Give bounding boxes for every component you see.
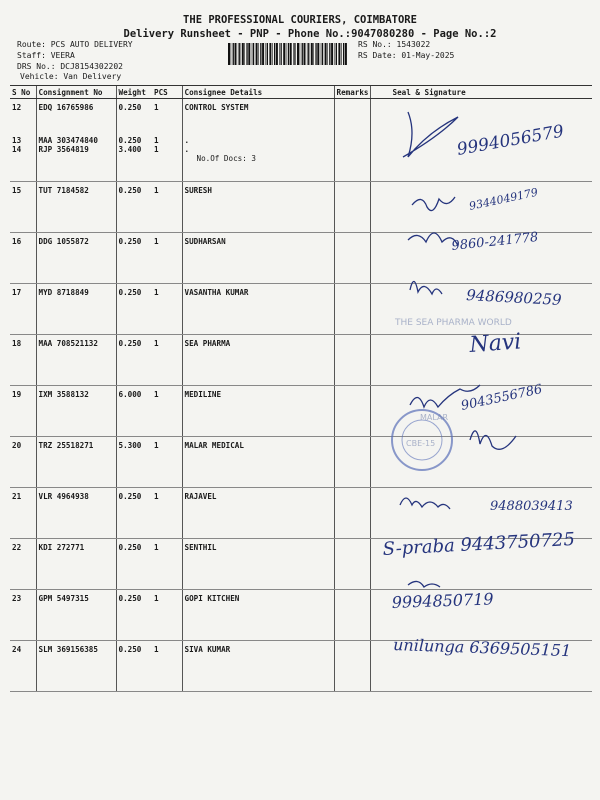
drs-number: DRS No.: DCJ8154302202 bbox=[17, 62, 123, 71]
cell-consignee-value: . bbox=[184, 136, 190, 145]
docs-note: No.Of Docs: 3 bbox=[196, 154, 256, 163]
cell-consignee-value: MEDILINE bbox=[184, 390, 222, 399]
signature-text: 9486980259 bbox=[465, 286, 563, 309]
cell-weight-value: 0.250 bbox=[118, 237, 142, 246]
col-signature: Seal & Signature bbox=[370, 86, 592, 99]
signature-scribble bbox=[412, 197, 455, 211]
signature-scribble bbox=[400, 498, 450, 509]
signature-text: Navi bbox=[468, 329, 523, 358]
cell-pcs-value: 1 bbox=[154, 492, 159, 501]
cell-consignment-value: EDQ 16765986 bbox=[38, 103, 94, 112]
cell-sno-value: 14 bbox=[12, 145, 22, 154]
cell-consignment-value: TUT 7184582 bbox=[38, 186, 89, 195]
staff-label: Staff: VEERA bbox=[17, 51, 75, 60]
col-consignment: Consignment No bbox=[36, 86, 116, 99]
cell-consignee-value: SUDHARSAN bbox=[184, 237, 226, 246]
cell-weight-value: 0.250 bbox=[118, 594, 142, 603]
signature-scribble bbox=[410, 281, 442, 294]
cell-sno-value: 18 bbox=[12, 339, 22, 348]
cell-consignment-value: IXM 3588132 bbox=[38, 390, 89, 399]
cell-pcs-value: 1 bbox=[154, 390, 159, 399]
runsheet-title: Delivery Runsheet - PNP - Phone No.:9047080280 - Page No.:2 bbox=[123, 28, 497, 40]
cell-consignment-value: KDI 272771 bbox=[38, 543, 85, 552]
cell-consignee-value: GOPI KITCHEN bbox=[184, 594, 240, 603]
signature-text: 9860-241778 bbox=[450, 229, 540, 254]
signature-scribble bbox=[408, 581, 440, 587]
cell-consignee-value: SIVA KUMAR bbox=[184, 645, 231, 654]
cell-weight-value: 5.300 bbox=[118, 441, 142, 450]
rs-date: RS Date: 01-May-2025 bbox=[358, 51, 455, 60]
signature-text: 9994850719 bbox=[391, 589, 494, 612]
cell-sno-value: 12 bbox=[12, 103, 22, 112]
cell-weight-value: 0.250 bbox=[118, 645, 142, 654]
stamp-label: MALAR bbox=[420, 413, 449, 422]
signature-text: 9488039413 bbox=[490, 499, 573, 514]
cell-sno-value: 17 bbox=[12, 288, 22, 297]
cell-sno-value: 15 bbox=[12, 186, 22, 195]
cell-consignee-value: MALAR MEDICAL bbox=[184, 441, 244, 450]
cell-consignment-value: TRZ 25518271 bbox=[38, 441, 94, 450]
route-label: Route: PCS AUTO DELIVERY bbox=[17, 40, 133, 49]
cell-pcs-value: 1 bbox=[154, 145, 159, 154]
stamp-text: THE SEA PHARMA WORLD bbox=[395, 318, 512, 328]
cell-sno-value: 20 bbox=[12, 441, 22, 450]
cell-pcs-value: 1 bbox=[154, 237, 159, 246]
cell-weight-value: 0.250 bbox=[118, 103, 142, 112]
stamp-code: CBE-15 bbox=[406, 439, 436, 448]
cell-consignee-value: SENTHIL bbox=[184, 543, 217, 552]
vehicle-label: Vehicle: Van Delivery bbox=[20, 72, 122, 81]
cell-consignee-value: RAJAVEL bbox=[184, 492, 217, 501]
cell-consignee-value: SURESH bbox=[184, 186, 212, 195]
cell-pcs-value: 1 bbox=[154, 441, 159, 450]
col-weight: Weight bbox=[116, 86, 152, 99]
rs-number: RS No.: 1543022 bbox=[358, 40, 431, 49]
cell-consignment-value: RJP 3564819 bbox=[38, 145, 89, 154]
signature-text: S-praba 9443750725 bbox=[382, 528, 576, 560]
signature-text: 9994056579 bbox=[455, 121, 566, 160]
signature-text: unilunga 6369505151 bbox=[392, 635, 572, 661]
cell-sno-value: 21 bbox=[12, 492, 22, 501]
cell-weight-value: 0.250 bbox=[118, 339, 142, 348]
cell-consignment-value: DDG 1055872 bbox=[38, 237, 89, 246]
cell-pcs-value: 1 bbox=[154, 186, 159, 195]
cell-sno-value: 24 bbox=[12, 645, 22, 654]
cell-consignee-value: VASANTHA KUMAR bbox=[184, 288, 249, 297]
cell-sno-value: 22 bbox=[12, 543, 22, 552]
company-title: THE PROFESSIONAL COURIERS, COIMBATORE bbox=[183, 14, 417, 26]
cell-pcs-value: 1 bbox=[154, 136, 159, 145]
cell-consignee-value: SEA PHARMA bbox=[184, 339, 231, 348]
cell-consignment-value: MAA 708521132 bbox=[38, 339, 98, 348]
cell-sno-value: 19 bbox=[12, 390, 22, 399]
cell-weight-value: 0.250 bbox=[118, 543, 142, 552]
cell-sno-value: 16 bbox=[12, 237, 22, 246]
cell-sno-value: 23 bbox=[12, 594, 22, 603]
cell-pcs-value: 1 bbox=[154, 594, 159, 603]
col-remarks: Remarks bbox=[334, 86, 370, 99]
cell-weight-value: 3.400 bbox=[118, 145, 142, 154]
cell-pcs-value: 1 bbox=[154, 288, 159, 297]
signature-scribble bbox=[403, 112, 458, 157]
cell-consignment-value: MAA 303474840 bbox=[38, 136, 98, 145]
col-consignee: Consignee Details bbox=[182, 86, 334, 99]
cell-pcs-value: 1 bbox=[154, 339, 159, 348]
signature-text: 9043556786 bbox=[459, 382, 544, 414]
cell-consignee-value: CONTROL SYSTEM bbox=[184, 103, 249, 112]
cell-weight-value: 0.250 bbox=[118, 492, 142, 501]
cell-consignment-value: SLM 369156385 bbox=[38, 645, 98, 654]
cell-consignment-value: VLR 4964938 bbox=[38, 492, 89, 501]
col-sno: S No bbox=[10, 86, 36, 99]
signature-scribble bbox=[470, 431, 516, 449]
cell-pcs-value: 1 bbox=[154, 103, 159, 112]
cell-pcs-value: 1 bbox=[154, 543, 159, 552]
signature-text: 9344049179 bbox=[467, 185, 540, 213]
cell-consignee-value: . bbox=[184, 145, 190, 154]
cell-pcs-value: 1 bbox=[154, 645, 159, 654]
cell-weight-value: 0.250 bbox=[118, 288, 142, 297]
col-pcs: PCS bbox=[152, 86, 182, 99]
cell-consignment-value: GPM 5497315 bbox=[38, 594, 89, 603]
cell-sno-value: 13 bbox=[12, 136, 22, 145]
cell-weight-value: 0.250 bbox=[118, 136, 142, 145]
cell-weight-value: 0.250 bbox=[118, 186, 142, 195]
cell-weight-value: 6.000 bbox=[118, 390, 142, 399]
cell-consignment-value: MYD 8718849 bbox=[38, 288, 89, 297]
